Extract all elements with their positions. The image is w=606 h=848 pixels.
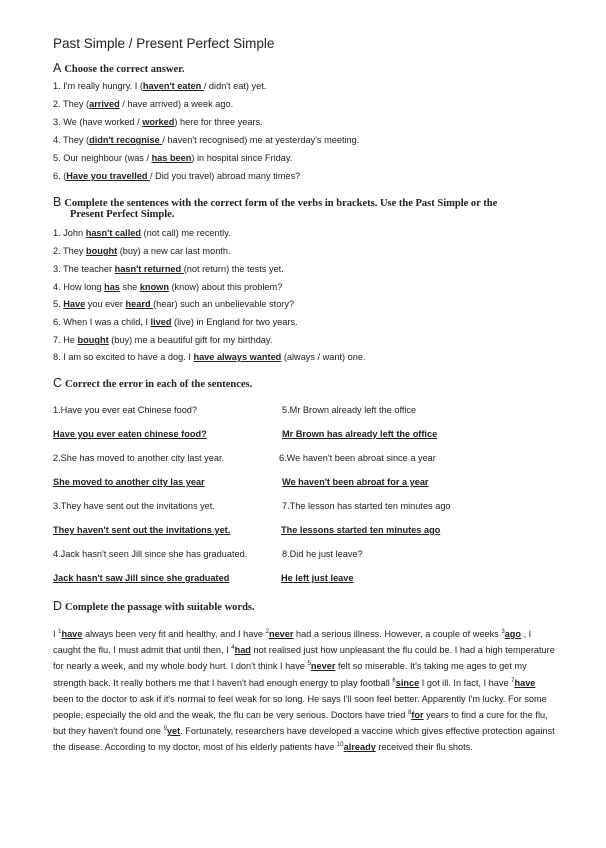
question-text: (buy) me a beautiful gift for my birthday. xyxy=(108,335,273,345)
question-text: 1. John xyxy=(53,228,86,238)
answer-text: lived xyxy=(150,317,172,327)
section-b-item xyxy=(53,282,282,292)
passage-text: I xyxy=(53,629,59,639)
answer-text: bought xyxy=(77,335,109,345)
corrected-sentence: We haven't been abroat for a year xyxy=(282,477,429,487)
section-a-item xyxy=(53,153,292,163)
question-text: 5. Our neighbour (was / xyxy=(53,153,152,163)
gap-answer: yet xyxy=(166,726,181,737)
answer-text: has been xyxy=(151,153,192,163)
section-b-heading xyxy=(53,195,497,209)
section-b-item xyxy=(53,299,294,309)
passage-text: I got ill. In fact, I have xyxy=(419,677,512,688)
question-text: / didn't eat) yet. xyxy=(203,81,267,91)
section-c-letter: C xyxy=(53,376,63,390)
gap-number: 10 xyxy=(336,742,344,749)
section-a-instruction: Choose the correct answer. xyxy=(64,64,185,75)
section-a-letter: A xyxy=(53,61,62,75)
answer-text: Have xyxy=(63,299,86,309)
question-text: ) here for three years. xyxy=(174,117,263,127)
section-a-heading xyxy=(53,61,184,75)
corrected-sentence: The lessons started ten minutes ago xyxy=(281,525,441,535)
gap-number: 9 xyxy=(163,726,167,733)
gap-number: 1 xyxy=(58,629,62,635)
gap-number: 7 xyxy=(511,677,515,684)
error-sentence: 5.Mr Brown already left the office xyxy=(282,405,417,415)
answer-text: Have you travelled xyxy=(66,171,151,181)
section-b-instruction-line1: Complete the sentences with the correct form of the verbs in brackets. Use the Past Simple or the xyxy=(64,198,498,209)
answer-text: haven't eaten xyxy=(142,81,204,91)
passage-text: always been very fit and healthy, and I have xyxy=(82,629,266,639)
section-a-item xyxy=(53,135,359,145)
error-sentence: 4.Jack hasn't seen Jill since she has graduated. xyxy=(53,549,248,559)
gap-number: 8 xyxy=(407,710,412,717)
answer-text: have always wanted xyxy=(193,352,282,362)
passage-text: received their flu shots. xyxy=(375,742,473,753)
corrected-sentence: Jack hasn't saw Jill since she graduated xyxy=(53,573,230,583)
gap-answer: have xyxy=(61,629,83,639)
question-text: 5. xyxy=(53,299,64,309)
passage-text: . Fortunately, researchers have developed a vaccine which gives effective protection against the disease. According to my doctor, most of his elderly patients have xyxy=(53,726,555,753)
question-text: / Did you travel) abroad many times? xyxy=(150,171,301,181)
gap-answer: for xyxy=(411,710,424,721)
passage-text: been to the doctor to ask if it's normal to feel weak for so long. He says I'll soon feel better. Apparently I'm lucky. For some people, especially the old and the weak, the flu can be very serious. Doctors have tried xyxy=(53,693,547,721)
section-d-heading xyxy=(53,599,255,613)
gap-answer: already xyxy=(343,742,376,753)
section-a-item xyxy=(53,81,266,91)
question-text: 3. We (have worked / xyxy=(53,117,143,127)
error-sentence: 8.Did he just leave? xyxy=(282,549,363,559)
answer-text: heard xyxy=(125,299,154,309)
gap-number: 4 xyxy=(231,645,235,652)
section-d-passage xyxy=(53,626,558,756)
question-text: you ever xyxy=(85,299,126,309)
error-sentence: 3.They have sent out the invitations yet. xyxy=(53,501,215,511)
section-c-heading xyxy=(53,376,252,390)
passage-text: felt so miserable. It's taking me ages to get my strength back. It really bothers me that I haven't had enough energy to play football xyxy=(53,661,527,688)
section-a-item xyxy=(53,171,300,181)
passage-text: years to find a cure for the flu, but they haven't found one xyxy=(53,710,548,737)
answer-text: hasn't returned xyxy=(114,264,184,274)
section-d-instruction: Complete the passage with suitable words. xyxy=(65,602,255,613)
corrected-sentence: Mr Brown has already left the office xyxy=(282,429,438,439)
question-text: 7. He xyxy=(53,335,78,345)
answer-text: has xyxy=(104,282,120,292)
question-text: / have arrived) a week ago. xyxy=(119,99,234,109)
section-c-instruction: Correct the error in each of the sentences. xyxy=(65,379,253,390)
question-text: / haven't recognised) me at yesterday's meeting. xyxy=(162,135,360,145)
section-b-item xyxy=(53,317,298,327)
question-text: she xyxy=(119,282,140,292)
passage-text: , I caught the flu. I must admit that until then, I xyxy=(53,629,532,656)
section-a-item xyxy=(53,99,233,109)
gap-number: 3 xyxy=(501,629,505,635)
gap-number: 2 xyxy=(265,629,269,635)
section-d-letter: D xyxy=(53,599,63,613)
passage-text: not realised just how unpleasant the flu could be. I had a high temperature for nearly a week, and my whole body hurt. I don't think I have xyxy=(53,645,555,672)
error-sentence: 1.Have you ever eat Chinese food? xyxy=(53,405,198,415)
question-text: ) in hospital since Friday. xyxy=(191,153,293,163)
answer-text: known xyxy=(139,282,169,292)
question-text: 6. When I was a child, I xyxy=(53,317,151,327)
section-b-item xyxy=(53,335,272,345)
question-text: 8. I am so excited to have a dog. I xyxy=(53,352,194,362)
corrected-sentence: She moved to another city las year xyxy=(53,477,205,487)
section-b-item xyxy=(53,264,284,274)
gap-number: 6 xyxy=(392,677,396,684)
page-title: Past Simple / Present Perfect Simple xyxy=(53,36,275,51)
answer-text: hasn't called xyxy=(85,228,141,238)
section-b-item xyxy=(53,352,366,362)
gap-answer: since xyxy=(395,677,420,688)
corrected-sentence: He left just leave xyxy=(281,573,354,583)
question-text: 4. They ( xyxy=(53,135,90,145)
question-text: 2. They ( xyxy=(53,99,90,109)
error-sentence: 2.She has moved to another city last year. xyxy=(53,453,225,463)
gap-answer: never xyxy=(310,661,336,672)
error-sentence: 7.The lesson has started ten minutes ago xyxy=(282,501,451,511)
question-text: (hear) such an unbelievable story? xyxy=(153,299,295,309)
section-a-item xyxy=(53,117,263,127)
section-b-item xyxy=(53,246,231,256)
question-text: 2. They xyxy=(53,246,87,256)
question-text: (know) about this problem? xyxy=(168,282,283,292)
answer-text: worked xyxy=(142,117,175,127)
gap-answer: ago xyxy=(504,629,522,639)
gap-number: 5 xyxy=(307,661,311,668)
question-text: (not call) me recently. xyxy=(141,228,231,238)
corrected-sentence: They haven't sent out the invitations yet. xyxy=(53,525,231,535)
passage-text: had a serious illness. However, a couple of weeks xyxy=(293,629,502,639)
question-text: (buy) a new car last month. xyxy=(117,246,231,256)
question-text: 4. How long xyxy=(53,282,105,292)
question-text: (live) in England for two years. xyxy=(171,317,298,327)
question-text: (always / want) one. xyxy=(281,352,366,362)
corrected-sentence: Have you ever eaten chinese food? xyxy=(53,429,207,439)
question-text: 6. ( xyxy=(53,171,67,181)
answer-text: didn't recognise xyxy=(89,135,163,145)
answer-text: arrived xyxy=(89,99,120,109)
section-b-instruction-line2: Present Perfect Simple. xyxy=(70,209,175,220)
gap-answer: had xyxy=(234,645,251,656)
question-text: 1. I'm really hungry. I ( xyxy=(53,81,143,91)
gap-answer: have xyxy=(514,677,536,688)
gap-answer: never xyxy=(268,629,294,639)
section-b-item xyxy=(53,228,231,238)
section-b-letter: B xyxy=(53,195,62,209)
question-text: (not return) the tests yet. xyxy=(183,264,284,274)
question-text: 3. The teacher xyxy=(53,264,115,274)
answer-text: bought xyxy=(86,246,118,256)
error-sentence: 6.We haven't been abroat since a year xyxy=(279,453,436,463)
